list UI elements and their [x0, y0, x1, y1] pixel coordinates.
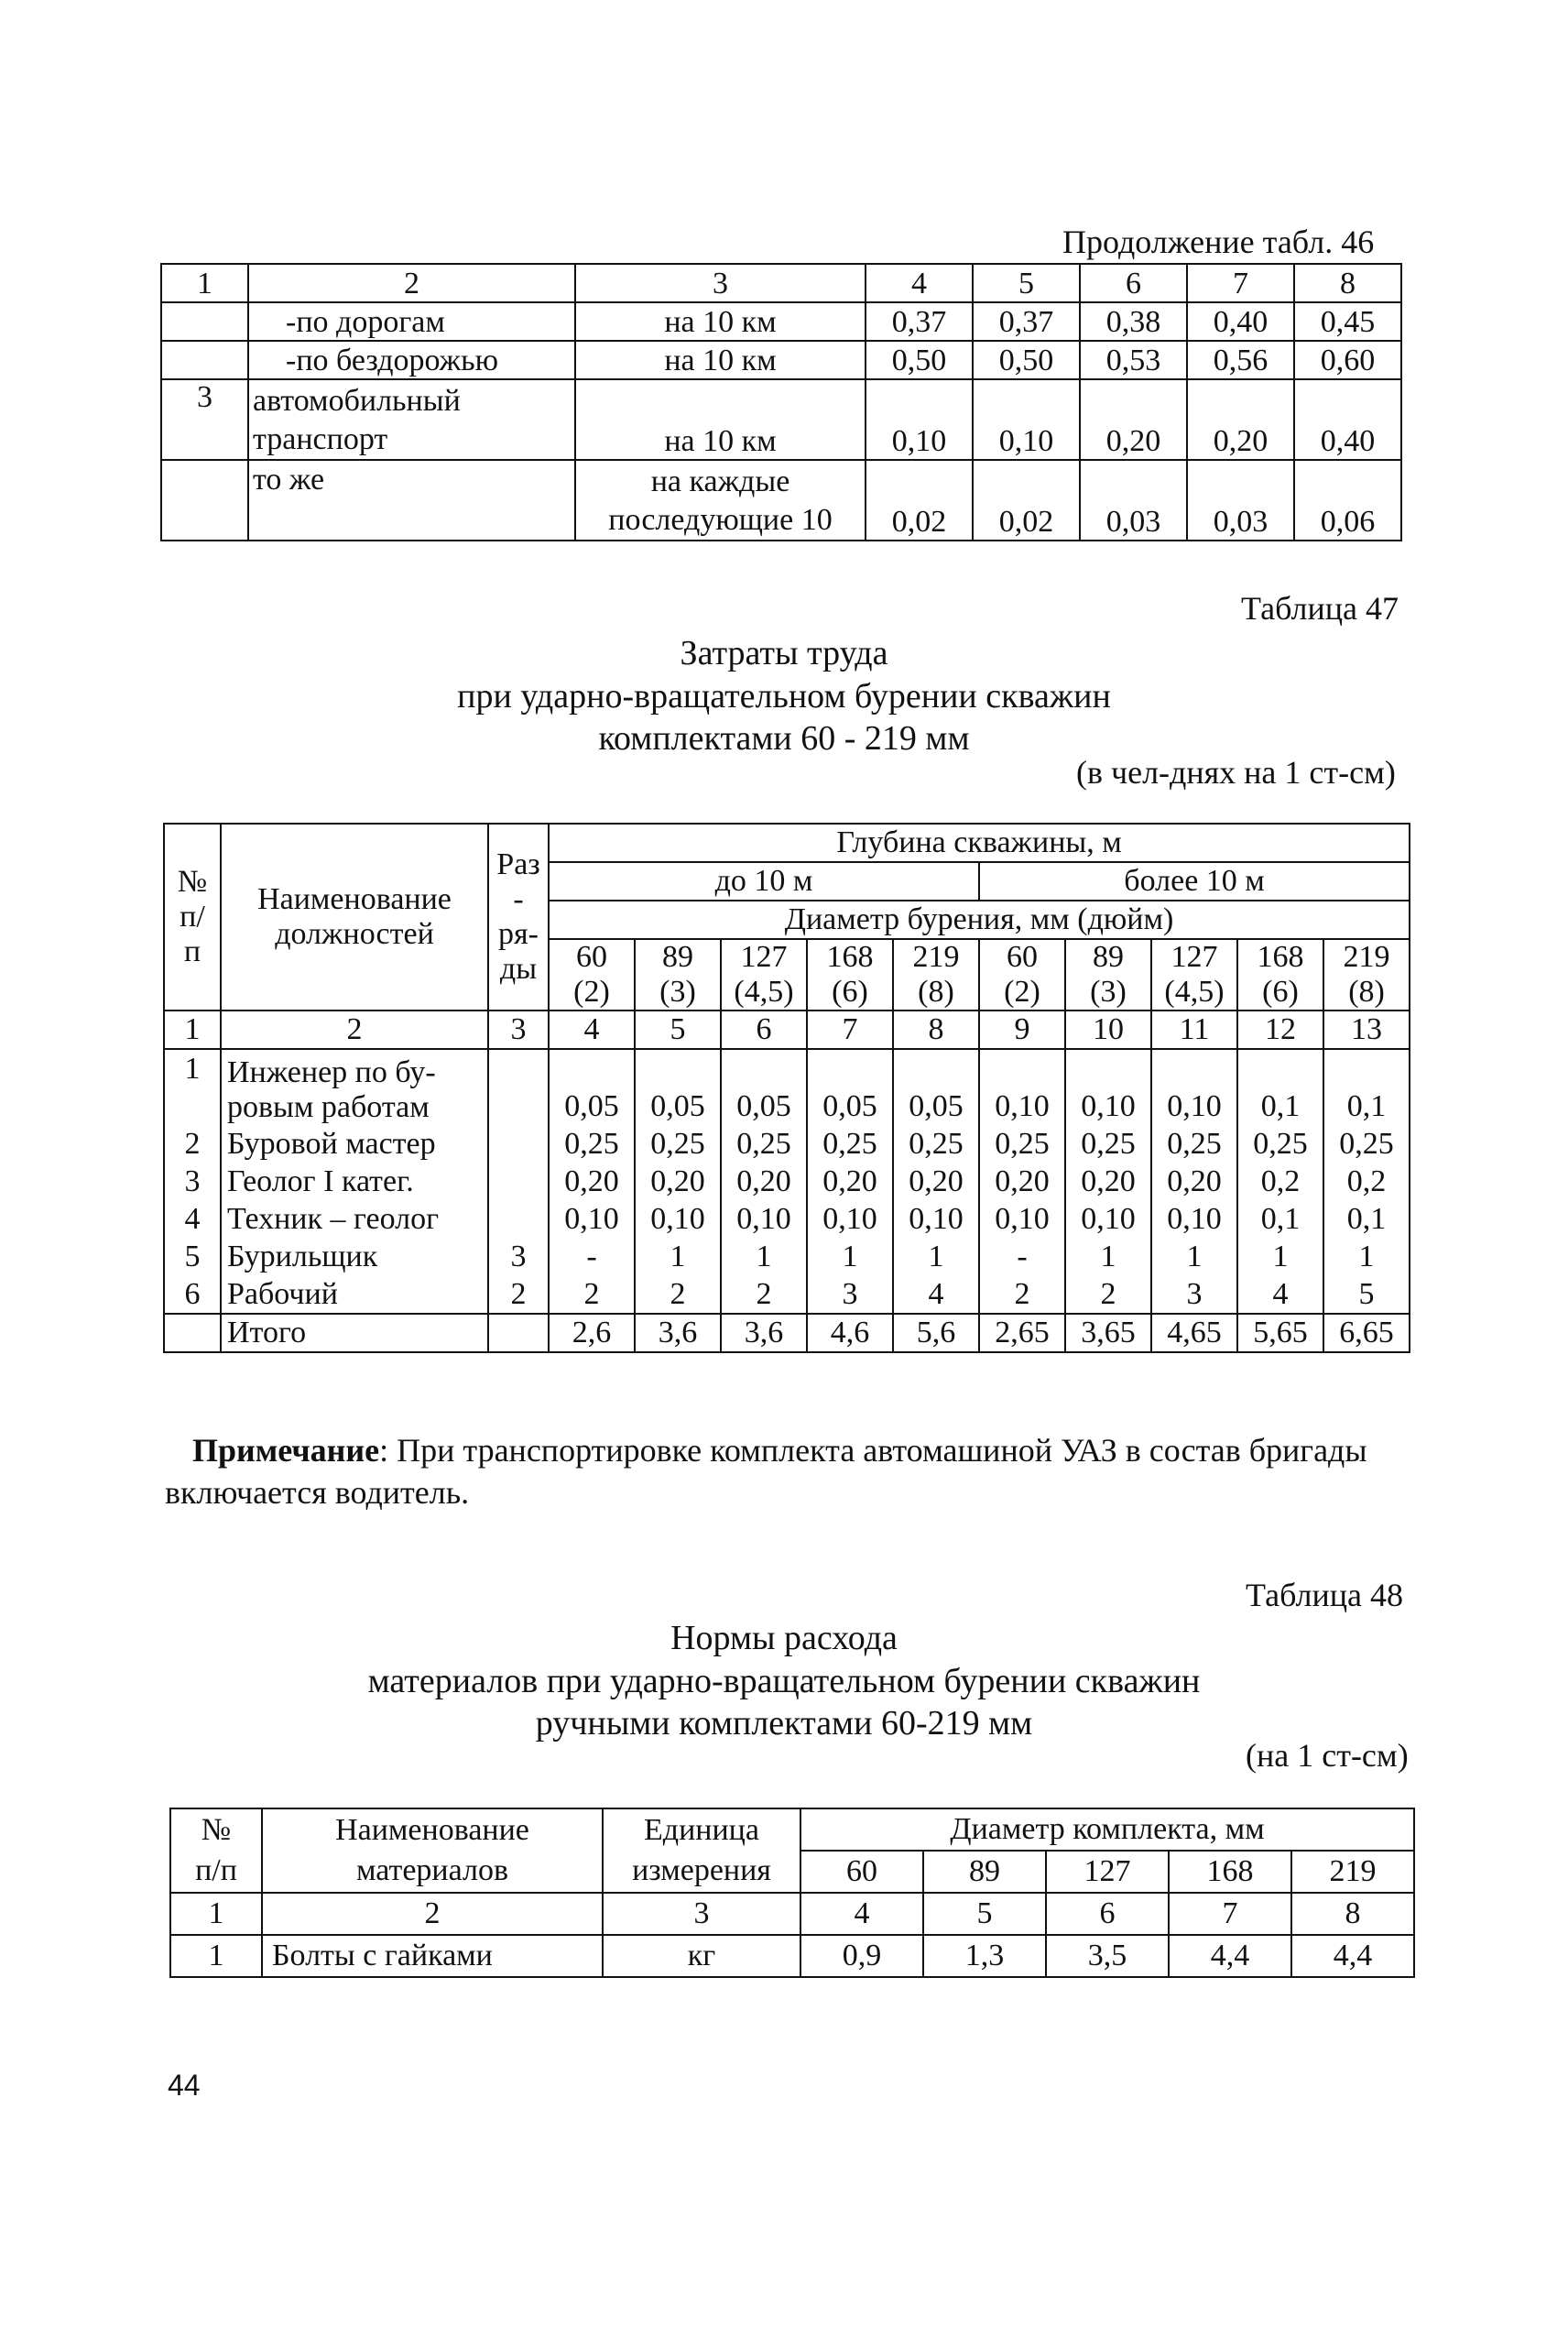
- table-48-title: ручными комплектами 60-219 мм: [535, 1704, 1033, 1743]
- diam-mm: 168: [1257, 940, 1304, 974]
- header-name: [221, 824, 488, 1011]
- cell-value: 1: [1065, 1238, 1151, 1275]
- col-number: 5: [923, 1893, 1046, 1935]
- diam-cell: [979, 939, 1065, 1011]
- table-47: [163, 823, 1410, 1353]
- col-number: 2: [221, 1011, 488, 1049]
- cell-no: [161, 302, 248, 341]
- cell-value: 0,10: [721, 1200, 807, 1238]
- cell-value: 1: [1237, 1238, 1323, 1275]
- cell-value: 0,2: [1323, 1163, 1410, 1200]
- cell-value: 0,25: [807, 1125, 893, 1163]
- cell-no: 5: [164, 1238, 221, 1275]
- header-line: Раз: [496, 847, 540, 881]
- cell-name: -по бездорожью: [248, 341, 575, 379]
- table-row: [164, 1163, 1410, 1200]
- diam-mm: 219: [912, 940, 960, 974]
- diam-mm: 168: [826, 940, 874, 974]
- cell-value: 0,10: [1065, 1049, 1151, 1125]
- header-cell: 7: [1187, 264, 1294, 302]
- header-cell: 6: [1080, 264, 1187, 302]
- cell-value: 0,2: [1237, 1163, 1323, 1200]
- cell-value: 4,65: [1151, 1314, 1237, 1352]
- cell-value: 0,20: [1080, 379, 1187, 460]
- cell-value: 1: [807, 1238, 893, 1275]
- header-line: п: [183, 934, 201, 968]
- table-row: [164, 1238, 1410, 1275]
- cell-value: 0,10: [979, 1200, 1065, 1238]
- cell-value: 6,65: [1323, 1314, 1410, 1352]
- diam-cell: [807, 939, 893, 1011]
- cell-name: Буровой мастер: [221, 1125, 488, 1163]
- diam-cell: 60: [800, 1851, 923, 1893]
- cell-value: 0,20: [979, 1163, 1065, 1200]
- cell-value: 0,50: [866, 341, 973, 379]
- cell-name-line: автомобильный: [253, 384, 461, 418]
- cell-value: 1: [893, 1238, 979, 1275]
- cell-value: 0,10: [1151, 1049, 1237, 1125]
- cell-value: 0,37: [866, 302, 973, 341]
- cell-value: 0,05: [549, 1049, 635, 1125]
- cell-value: 0,05: [807, 1049, 893, 1125]
- col-number: 6: [721, 1011, 807, 1049]
- cell-value: 2: [635, 1275, 721, 1314]
- cell-value: 2: [549, 1275, 635, 1314]
- cell-value: 0,1: [1237, 1049, 1323, 1125]
- cell-unit-line: последующие 10: [608, 503, 833, 537]
- table-48-title: материалов при ударно-вращательном бурении скважин: [367, 1662, 1201, 1700]
- cell-value: 0,20: [721, 1163, 807, 1200]
- cell-value: 4,4: [1169, 1935, 1291, 1977]
- cell-value: 5,6: [893, 1314, 979, 1352]
- cell-value: 0,25: [1323, 1125, 1410, 1163]
- cell-value: 3: [1151, 1275, 1237, 1314]
- note-label: Примечание: [192, 1432, 380, 1469]
- cell-value: 0,25: [1237, 1125, 1323, 1163]
- cell-no: 1: [170, 1935, 262, 1977]
- diam-cell: 168: [1169, 1851, 1291, 1893]
- cell-name: то же: [248, 460, 575, 541]
- diam-cell: [893, 939, 979, 1011]
- header-cell: 3: [575, 264, 866, 302]
- cell-no: [161, 341, 248, 379]
- col-number: 7: [807, 1011, 893, 1049]
- diam-cell: 89: [923, 1851, 1046, 1893]
- cell-value: 2,6: [549, 1314, 635, 1352]
- diam-in: (4,5): [734, 975, 794, 1009]
- cell-no: [161, 460, 248, 541]
- diam-in: (6): [832, 975, 868, 1009]
- table-header-row: [170, 1808, 1414, 1851]
- cell-name: [248, 379, 575, 460]
- cell-name: Бурильщик: [221, 1238, 488, 1275]
- cell-no: 4: [164, 1200, 221, 1238]
- table-total-row: [164, 1314, 1410, 1352]
- diam-mm: 89: [662, 940, 693, 974]
- header-line: ды: [499, 952, 538, 986]
- header-line: ря-: [498, 917, 539, 951]
- col-number: 8: [1291, 1893, 1414, 1935]
- cell-value: 3,65: [1065, 1314, 1151, 1352]
- header-line: п/п: [195, 1853, 237, 1887]
- cell-value: 0,02: [866, 460, 973, 541]
- cell-value: 3,6: [635, 1314, 721, 1352]
- cell-value: 2: [1065, 1275, 1151, 1314]
- cell-name: Геолог I катег.: [221, 1163, 488, 1200]
- diam-in: (6): [1262, 975, 1299, 1009]
- cell-value: 0,10: [866, 379, 973, 460]
- header-no: [170, 1808, 262, 1893]
- cell-value: 2: [721, 1275, 807, 1314]
- diam-cell: [1065, 939, 1151, 1011]
- cell-value: -: [979, 1238, 1065, 1275]
- cell-value: 0,10: [635, 1200, 721, 1238]
- cell-raz: 2: [488, 1275, 549, 1314]
- cell-name: -по дорогам: [248, 302, 575, 341]
- header-line: №: [177, 865, 208, 899]
- header-line: Наименование: [257, 882, 452, 916]
- header-unit: [603, 1808, 800, 1893]
- cell-value: 3,5: [1046, 1935, 1169, 1977]
- table-46: [160, 263, 1402, 541]
- header-name: [262, 1808, 603, 1893]
- cell-unit: на 10 км: [575, 379, 866, 460]
- cell-raz: 3: [488, 1238, 549, 1275]
- header-line: №: [201, 1813, 232, 1847]
- table-row: [161, 341, 1401, 379]
- note-line: включается водитель.: [165, 1474, 470, 1511]
- cell-value: 0,10: [979, 1049, 1065, 1125]
- diam-in: (3): [659, 975, 696, 1009]
- col-number: 4: [800, 1893, 923, 1935]
- cell-value: 0,37: [973, 302, 1080, 341]
- header-line: измерения: [632, 1853, 771, 1887]
- table-48-label: Таблица 48: [1246, 1577, 1403, 1613]
- header-diameter: Диаметр бурения, мм (дюйм): [549, 901, 1410, 939]
- diam-in: (3): [1090, 975, 1127, 1009]
- cell-value: 0,10: [1065, 1200, 1151, 1238]
- table-47-title: при ударно-вращательном бурении скважин: [457, 677, 1111, 716]
- cell-unit-line: на каждые: [650, 464, 790, 498]
- table-row: [161, 379, 1401, 460]
- cell-value: 0,1: [1323, 1049, 1410, 1125]
- cell-value: 4: [1237, 1275, 1323, 1314]
- table-row: [161, 302, 1401, 341]
- diam-mm: 60: [576, 940, 607, 974]
- cell-unit: кг: [603, 1935, 800, 1977]
- note: [165, 1429, 1410, 1513]
- cell-name-line: транспорт: [253, 422, 388, 456]
- header-cell: 2: [248, 264, 575, 302]
- header-upto: до 10 м: [549, 862, 979, 901]
- cell-value: 0,60: [1294, 341, 1401, 379]
- diam-mm: 89: [1093, 940, 1124, 974]
- diam-mm: 219: [1343, 940, 1390, 974]
- table-header-row: [161, 264, 1401, 302]
- diam-cell: [1237, 939, 1323, 1011]
- cell-value: 0,45: [1294, 302, 1401, 341]
- cell-value: 0,20: [1065, 1163, 1151, 1200]
- cell-value: 0,53: [1080, 341, 1187, 379]
- cell-raz: [488, 1163, 549, 1200]
- cell-value: 0,25: [893, 1125, 979, 1163]
- cell-value: 5: [1323, 1275, 1410, 1314]
- cell-value: 0,20: [893, 1163, 979, 1200]
- cell-value: 0,25: [979, 1125, 1065, 1163]
- column-number-row: [170, 1893, 1414, 1935]
- cell-value: 0,05: [721, 1049, 807, 1125]
- col-number: 8: [893, 1011, 979, 1049]
- diam-cell: [721, 939, 807, 1011]
- cell-value: 0,03: [1080, 460, 1187, 541]
- cell-value: 0,20: [807, 1163, 893, 1200]
- cell-value: 0,10: [549, 1200, 635, 1238]
- cell-value: 0,05: [893, 1049, 979, 1125]
- column-number-row: [164, 1011, 1410, 1049]
- cell-value: 0,1: [1323, 1200, 1410, 1238]
- cell-unit: [575, 460, 866, 541]
- cell-value: 0,20: [549, 1163, 635, 1200]
- diam-cell: 127: [1046, 1851, 1169, 1893]
- table-row: [164, 1125, 1410, 1163]
- cell-no: 3: [164, 1163, 221, 1200]
- cell-value: 2: [979, 1275, 1065, 1314]
- cell-value: 0,56: [1187, 341, 1294, 379]
- diam-mm: 127: [1171, 940, 1218, 974]
- cell-value: 1: [721, 1238, 807, 1275]
- cell-value: 0,06: [1294, 460, 1401, 541]
- cell-no: 1: [164, 1049, 221, 1125]
- cell-value: 0,03: [1187, 460, 1294, 541]
- table-48-units: (на 1 ст-см): [1246, 1737, 1409, 1774]
- cell-value: 1: [1151, 1238, 1237, 1275]
- header-cell: 4: [866, 264, 973, 302]
- cell-name-line: Инженер по бу-: [227, 1055, 436, 1089]
- header-line: п/: [180, 900, 205, 934]
- cell-value: 3,6: [721, 1314, 807, 1352]
- cell-no: [164, 1314, 221, 1352]
- col-number: 3: [488, 1011, 549, 1049]
- table-row: [161, 460, 1401, 541]
- header-cell: 1: [161, 264, 248, 302]
- cell-raz: [488, 1314, 549, 1352]
- header-diameter: Диаметр комплекта, мм: [800, 1808, 1414, 1851]
- cell-raz: [488, 1125, 549, 1163]
- cell-value: 0,25: [1065, 1125, 1151, 1163]
- page-number: 44: [168, 2069, 201, 2102]
- cell-value: 0,40: [1187, 302, 1294, 341]
- table-row: [164, 1049, 1410, 1125]
- col-number: 1: [170, 1893, 262, 1935]
- header-line: Наименование: [335, 1813, 529, 1847]
- cell-value: 0,10: [1151, 1200, 1237, 1238]
- cell-name-line: ровым работам: [227, 1090, 430, 1124]
- col-number: 2: [262, 1893, 603, 1935]
- table-47-title: Затраты труда: [680, 634, 888, 672]
- cell-name: Болты с гайками: [262, 1935, 603, 1977]
- cell-value: 0,1: [1237, 1200, 1323, 1238]
- header-depth: Глубина скважины, м: [549, 824, 1410, 862]
- cell-value: 0,05: [635, 1049, 721, 1125]
- header-line: Единица: [644, 1813, 759, 1847]
- cell-value: 1: [635, 1238, 721, 1275]
- cell-value: 4: [893, 1275, 979, 1314]
- cell-value: 0,25: [635, 1125, 721, 1163]
- col-number: 1: [164, 1011, 221, 1049]
- table-header-row: [164, 824, 1410, 862]
- cell-raz: [488, 1049, 549, 1125]
- cell-value: 0,10: [973, 379, 1080, 460]
- col-number: 9: [979, 1011, 1065, 1049]
- cell-value: 0,10: [893, 1200, 979, 1238]
- header-cell: 8: [1294, 264, 1401, 302]
- table-row: [170, 1935, 1414, 1977]
- cell-value: 5,65: [1237, 1314, 1323, 1352]
- cell-value: 1,3: [923, 1935, 1046, 1977]
- diam-in: (2): [1004, 975, 1040, 1009]
- cell-value: 2,65: [979, 1314, 1065, 1352]
- diam-in: (8): [918, 975, 954, 1009]
- diam-in: (8): [1348, 975, 1385, 1009]
- table-48-title: Нормы расхода: [670, 1619, 898, 1657]
- note-line: [192, 1429, 1410, 1471]
- cell-value: 0,50: [973, 341, 1080, 379]
- cell-value: 4,6: [807, 1314, 893, 1352]
- diam-cell: [1323, 939, 1410, 1011]
- cell-no: 2: [164, 1125, 221, 1163]
- cell-value: 0,02: [973, 460, 1080, 541]
- cell-unit: на 10 км: [575, 302, 866, 341]
- cell-name: [221, 1049, 488, 1125]
- table-48: [169, 1808, 1415, 1978]
- cell-no: 6: [164, 1275, 221, 1314]
- cell-raz: [488, 1200, 549, 1238]
- diam-in: (4,5): [1164, 975, 1225, 1009]
- diam-cell: [1151, 939, 1237, 1011]
- table-47-units: (в чел-днях на 1 ст-см): [1076, 754, 1396, 791]
- diam-mm: 127: [740, 940, 788, 974]
- cell-value: 1: [1323, 1238, 1410, 1275]
- header-line: -: [513, 882, 524, 916]
- header-over: более 10 м: [979, 862, 1410, 901]
- col-number: 5: [635, 1011, 721, 1049]
- col-number: 10: [1065, 1011, 1151, 1049]
- header-line: должностей: [275, 917, 434, 951]
- col-number: 3: [603, 1893, 800, 1935]
- header-line: материалов: [355, 1853, 509, 1887]
- header-cell: 5: [973, 264, 1080, 302]
- cell-name: Техник – геолог: [221, 1200, 488, 1238]
- cell-value: 3: [807, 1275, 893, 1314]
- diam-cell: [635, 939, 721, 1011]
- table-46-caption: Продолжение табл. 46: [1062, 224, 1375, 260]
- cell-unit: на 10 км: [575, 341, 866, 379]
- table-row: [164, 1275, 1410, 1314]
- diam-cell: [549, 939, 635, 1011]
- cell-value: 0,38: [1080, 302, 1187, 341]
- header-no: [164, 824, 221, 1011]
- diam-mm: 60: [1007, 940, 1038, 974]
- col-number: 12: [1237, 1011, 1323, 1049]
- diam-cell: 219: [1291, 1851, 1414, 1893]
- cell-value: 4,4: [1291, 1935, 1414, 1977]
- cell-name: Итого: [221, 1314, 488, 1352]
- col-number: 7: [1169, 1893, 1291, 1935]
- cell-value: 0,20: [635, 1163, 721, 1200]
- col-number: 4: [549, 1011, 635, 1049]
- cell-value: 0,40: [1294, 379, 1401, 460]
- cell-value: 0,25: [549, 1125, 635, 1163]
- col-number: 13: [1323, 1011, 1410, 1049]
- cell-value: -: [549, 1238, 635, 1275]
- cell-value: 0,9: [800, 1935, 923, 1977]
- note-text: : При транспортировке комплекта автомашиной УАЗ в состав бригады: [379, 1432, 1367, 1469]
- table-47-title: комплектами 60 - 219 мм: [598, 719, 970, 758]
- table-row: [164, 1200, 1410, 1238]
- cell-value: 0,25: [1151, 1125, 1237, 1163]
- cell-value: 0,20: [1151, 1163, 1237, 1200]
- col-number: 11: [1151, 1011, 1237, 1049]
- col-number: 6: [1046, 1893, 1169, 1935]
- table-47-label: Таблица 47: [1241, 590, 1399, 627]
- cell-value: 0,20: [1187, 379, 1294, 460]
- cell-name: Рабочий: [221, 1275, 488, 1314]
- cell-no: 3: [161, 379, 248, 460]
- diam-in: (2): [573, 975, 610, 1009]
- header-raz: [488, 824, 549, 1011]
- cell-value: 0,25: [721, 1125, 807, 1163]
- cell-value: 0,10: [807, 1200, 893, 1238]
